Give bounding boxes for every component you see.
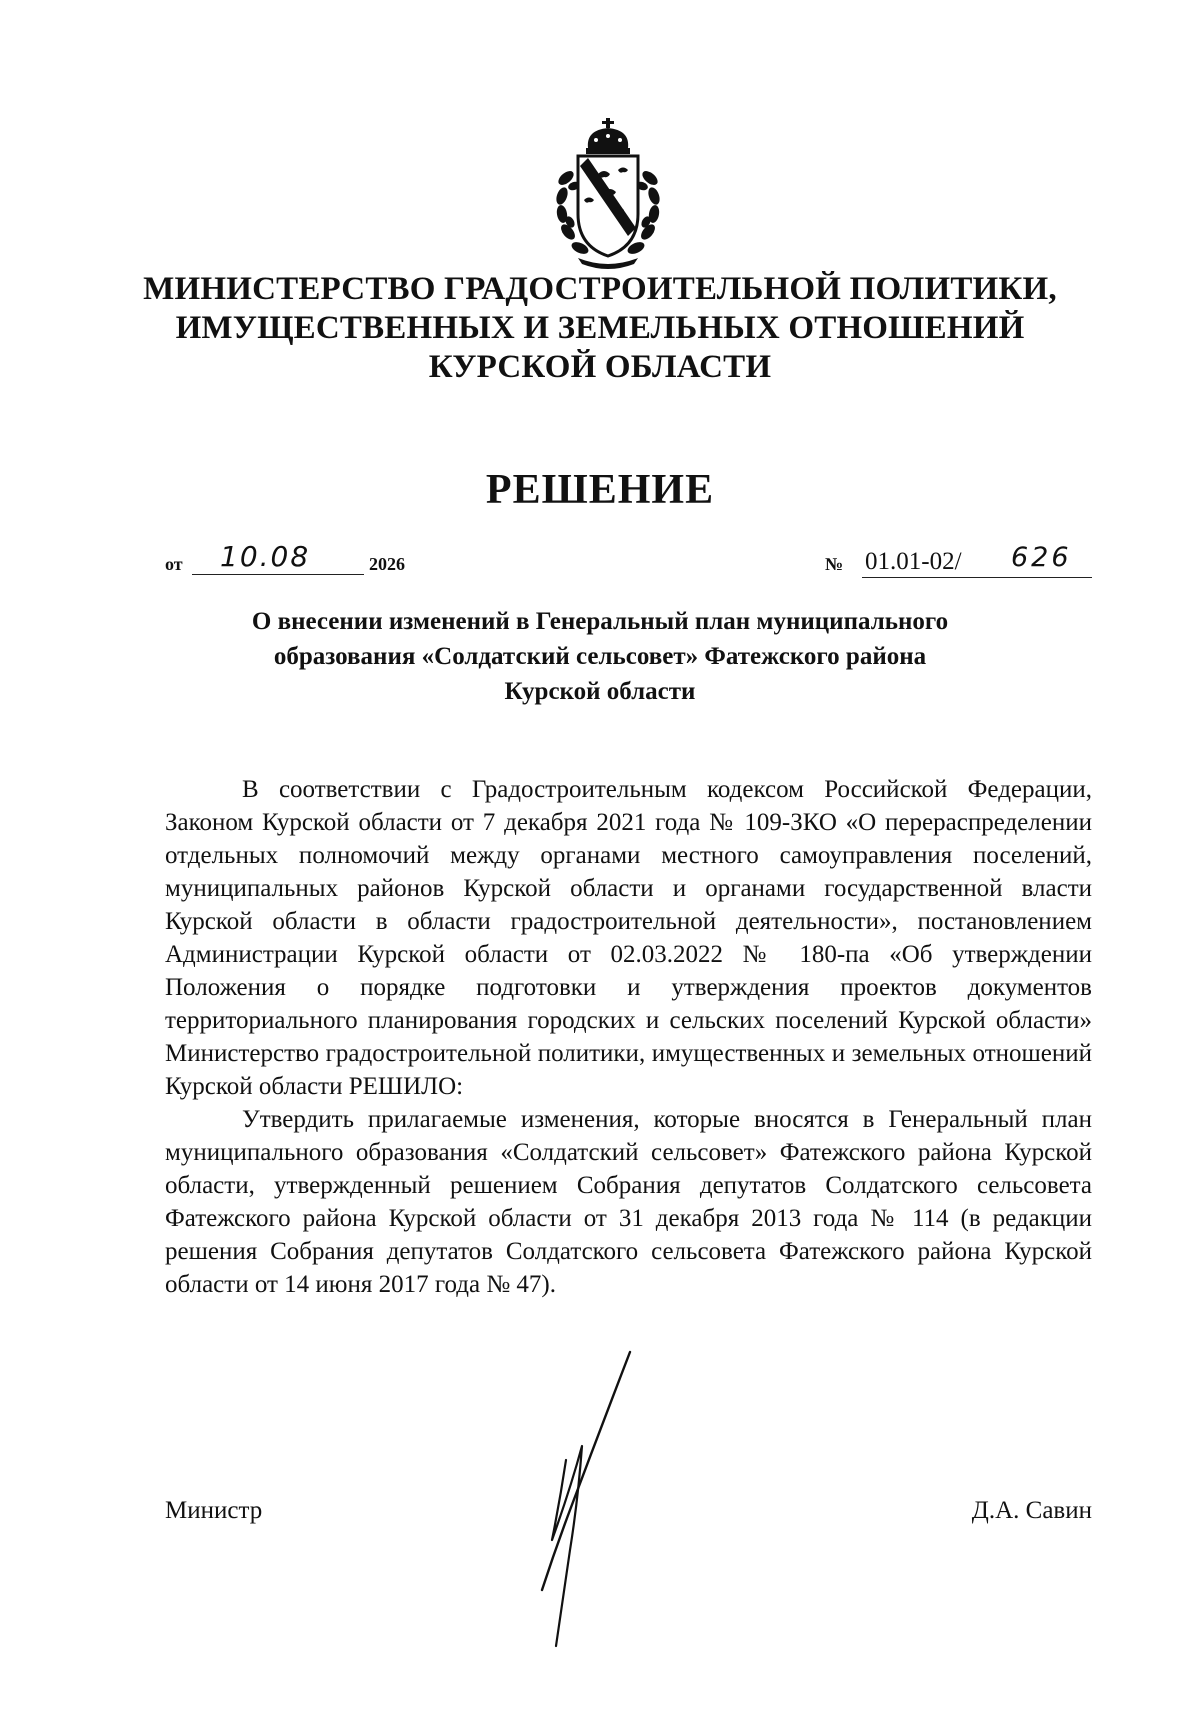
ministry-name-line-1: МИНИСТЕРСТВО ГРАДОСТРОИТЕЛЬНОЙ ПОЛИТИКИ, [143,271,1057,307]
handwritten-number: 626 [1011,542,1072,573]
handwritten-signature-icon [530,1350,640,1650]
document-type-title: РЕШЕНИЕ [485,467,715,513]
subject-line-1: О внесении изменений в Генеральный план муниципального [251,608,949,635]
document-body [165,773,1092,1301]
date-underline [192,574,364,575]
body-paragraph-1: В соответствии с Градостроительным кодексом Российской Федерации, Законом Курской области от 7 декабря 2021 года № 109-ЗКО «О перераспределении отдельных полномочий между органами местного самоуправления поселений, муниципальных районов Курской области и органами государственной власти Курской области в области градостроительной деятельности», постановлением Администрации Курской области от 02.03.2022 № 180-па «Об утверждении Положения о порядке подготовки и утверждения проектов документов территориального планирования городских и сельских поселений Курской области» Министерство градостроительной политики, имущественных и земельных отношений Курской области РЕШИЛО: [165,776,1092,1100]
date-year: 2026 [369,554,405,574]
number-sign: № [825,554,844,574]
date-number-row [165,542,1092,582]
ministry-name-line-3: КУРСКОЙ ОБЛАСТИ [428,349,772,385]
ministry-name-line-2: ИМУЩЕСТВЕННЫХ И ЗЕМЕЛЬНЫХ ОТНОШЕНИЙ [175,310,1025,346]
number-underline [862,577,1092,578]
ministry-name [0,270,1200,387]
date-from-label: от [165,554,183,574]
body-paragraph-2: Утвердить прилагаемые изменения, которые вносятся в Генеральный план муниципального образования «Солдатский сельсовет» Фатежского района Курской области, утвержденный решением Собрания депутатов Солдатского сельсовета Фатежского района Курской области от 31 декабря 2013 года № 114 (в редакции решения Собрания депутатов Солдатского сельсовета Фатежского района Курской области от 14 июня 2017 года № 47). [165,1106,1092,1298]
number-prefix: 01.01-02/ [865,548,962,575]
subject-line-2: образования «Солдатский сельсовет» Фатежского района [273,643,927,670]
signer-name: Д.А. Савин [971,1497,1092,1524]
signer-title: Министр [165,1497,263,1524]
document-subject [0,604,1200,709]
handwritten-date: 10.08 [220,540,311,573]
kursk-coat-of-arms-icon [548,118,668,270]
subject-line-3: Курской области [504,678,696,705]
